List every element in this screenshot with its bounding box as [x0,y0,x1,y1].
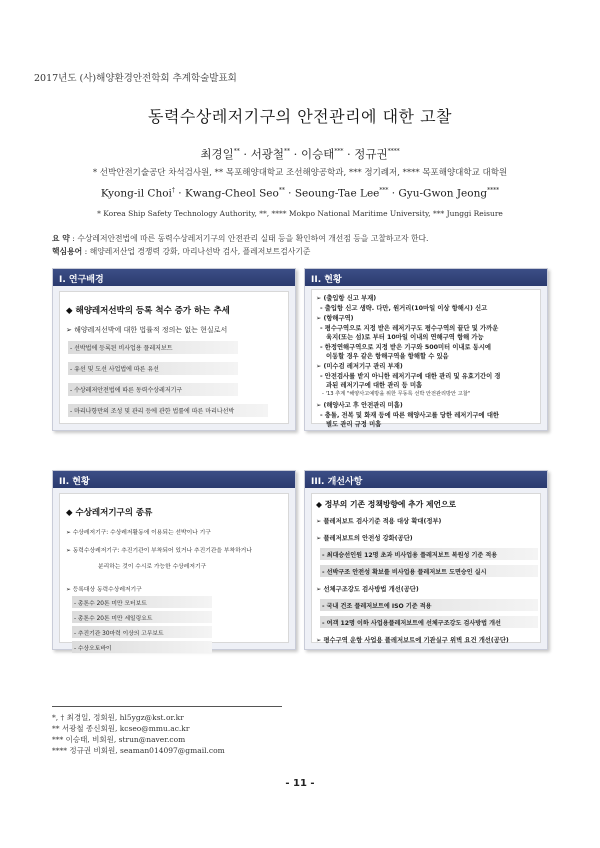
definition-line: ➢ 수상레저기구: 수상레저활동에 이용되는 선박이나 기구 [66,530,211,536]
panel-craft-types [52,470,296,650]
section-subtitle: ➢ 해양레저선박에 대한 법률적 정의는 없는 현실로서 [66,326,228,334]
proposal-line: ➢ 플레저보트 검사기준 적용 대상 확대(정부) [316,518,442,525]
page-number: - 11 - [285,778,315,789]
panel-research-background [52,268,296,431]
status-line: ➢ (항해구역) [316,315,354,322]
status-line: - 한정연해구역으로 지정 받은 기구와 500미터 이내로 동시에 [320,344,492,351]
list-item: - 총톤수 20톤 미만 모터보트 [74,601,147,607]
list-item: - 수상레저안전법에 따른 동력수상레저기구 [70,387,183,394]
footnotes [52,712,225,756]
proposal-line: - 여객 12명 이하 사업용플레저보트에 선체구조강도 검사방법 개선 [322,620,501,627]
status-line: - 출입항 신고 생략. 다만, 원거리(10마일 이상 항해시) 신고 [320,305,488,312]
panel-header: II. 현황 [305,269,547,286]
proposal-line: - 국내 건조 플레저보트에 ISO 기준 적용 [322,603,432,610]
proposal-line: - 선박구조 안전성 확보를 비사업용 플레저보트 도면승인 실시 [322,569,487,576]
section-title: ◆ 해양레저선박의 등록 척수 증가 하는 추세 [66,306,230,316]
section-title: ◆ 수상레저기구의 종류 [66,508,153,518]
abstract: 요 약 : 수상레저안전법에 따른 동력수상레저기구의 안전관리 실태 등을 확인하여 개선점 등을 고찰하고자 한다. 핵심용어 : 해양레저산업 경쟁력 강화, 마리나선박 검사, 플레저보트검사기준 [52,234,429,256]
status-line: - 평수구역으로 지정 받은 레저기구도 평수구역의 끝단 및 가까운 [320,325,499,332]
proposal-line: ➢ 플레저보트의 안전성 강화(공단) [316,535,413,542]
paper-title: 동력수상레저기구의 안전관리에 대한 고찰 [148,107,452,126]
status-line: ➢ (해양사고 후 안전관리 미흡) [316,402,403,409]
definition-line: ➢ 동력수상레저기구: 추진기관이 부착되어 있거나 추진기관을 부착하거나 [66,548,252,554]
status-line: - '13 추계 "해양사고예방을 위한 무동록 선박 안전관리방안 고찰" [322,391,471,397]
authors-korean: 최경일** · 서광철** · 이승태*** · 정규권**** [200,147,400,161]
status-line: - 안전검사를 받지 아니한 레저기구에 대한 관리 및 유효기간이 경 [320,373,501,380]
panel-improvements [304,470,548,650]
status-line: ➢ (미수검 레저기구 관리 부재) [316,363,403,370]
list-item: - 추진기관 30마력 이상의 고무보트 [74,631,164,637]
list-item: - 수상오토바이 [74,646,112,652]
proposal-line: - 최대승선인원 12명 초과 비사업용 플레저보트 복원성 기준 적용 [322,552,498,559]
panel-status-issues [304,268,548,431]
status-line: 별도 관리 규정 미흡 [326,421,382,428]
section-title: ◆ 정부의 기존 정책방향에 추가 제언으로 [316,500,457,509]
proposal-line: ➢ 선체구조강도 검사방법 개선(공단) [316,586,419,593]
panel-header: I. 연구배경 [53,269,295,286]
affiliation-english: * Korea Ship Safety Technology Authority, **, **** Mokpo National Maritime University, *** Junggi Reisure [97,209,503,218]
conference-header: 2017년도 (사)해양환경안전학회 추계학술발표회 [34,73,237,84]
status-line: ➢ (출입항 신고 부재) [316,295,377,302]
authors-english: Kyong-il Choi† · Kwang-Cheol Seo** · Seoung-Tae Lee*** · Gyu-Gwon Jeong**** [100,187,500,200]
footnote: *, † 최경일, 정회원, hl5ygz@kst.or.kr [52,713,184,722]
footnote: ** 서광철 종신회원, kcseo@mmu.ac.kr [52,724,190,733]
list-item: - 유선 및 도선 사업법에 따른 유선 [70,366,159,373]
panel-header: II. 현황 [53,471,295,488]
list-item: - 총톤수 20톤 미만 세일링요트 [74,616,153,622]
status-line: 육지(또는 섬)로 부터 10마일 이내의 연해구역 항해 가능 [326,334,484,341]
panel-header: III. 개선사항 [305,471,547,488]
definition-line: 분리하는 것이 수시로 가능한 수상레저기구 [98,564,207,570]
footnote: **** 정규권 비회원, seaman014097@gmail.com [52,746,225,755]
footnote: *** 이승태, 비회원, strun@naver.com [52,735,186,744]
affiliation-korean: * 선박안전기술공단 차석검사원, ** 목포해양대학교 조선해양공학과, *** 정기례저, **** 목포해양대학교 대학원 [92,168,508,178]
list-item: - 선박법에 등록된 비사업용 플레저보트 [70,345,173,352]
footnote-divider [52,706,282,707]
status-line: 이동할 경우 같은 항해구역을 항해할 수 있음 [326,353,449,360]
list-item: - 마리나항만의 조성 및 관리 등에 관한 법률에 따른 마리나선박 [70,408,235,415]
section-subtitle: ➢ 등록대상 동력수상레저기구 [66,587,142,593]
proposal-line: ➢ 평수구역 운항 사업용 플레저보트에 기관실구 위벽 요건 개선(공단) [316,637,509,644]
status-line: - 충돌, 전복 및 화재 등에 따른 해양사고를 당한 레저기구에 대한 [320,412,499,419]
status-line: 과된 레저기구에 대한 관리 등 미흡 [326,382,423,389]
